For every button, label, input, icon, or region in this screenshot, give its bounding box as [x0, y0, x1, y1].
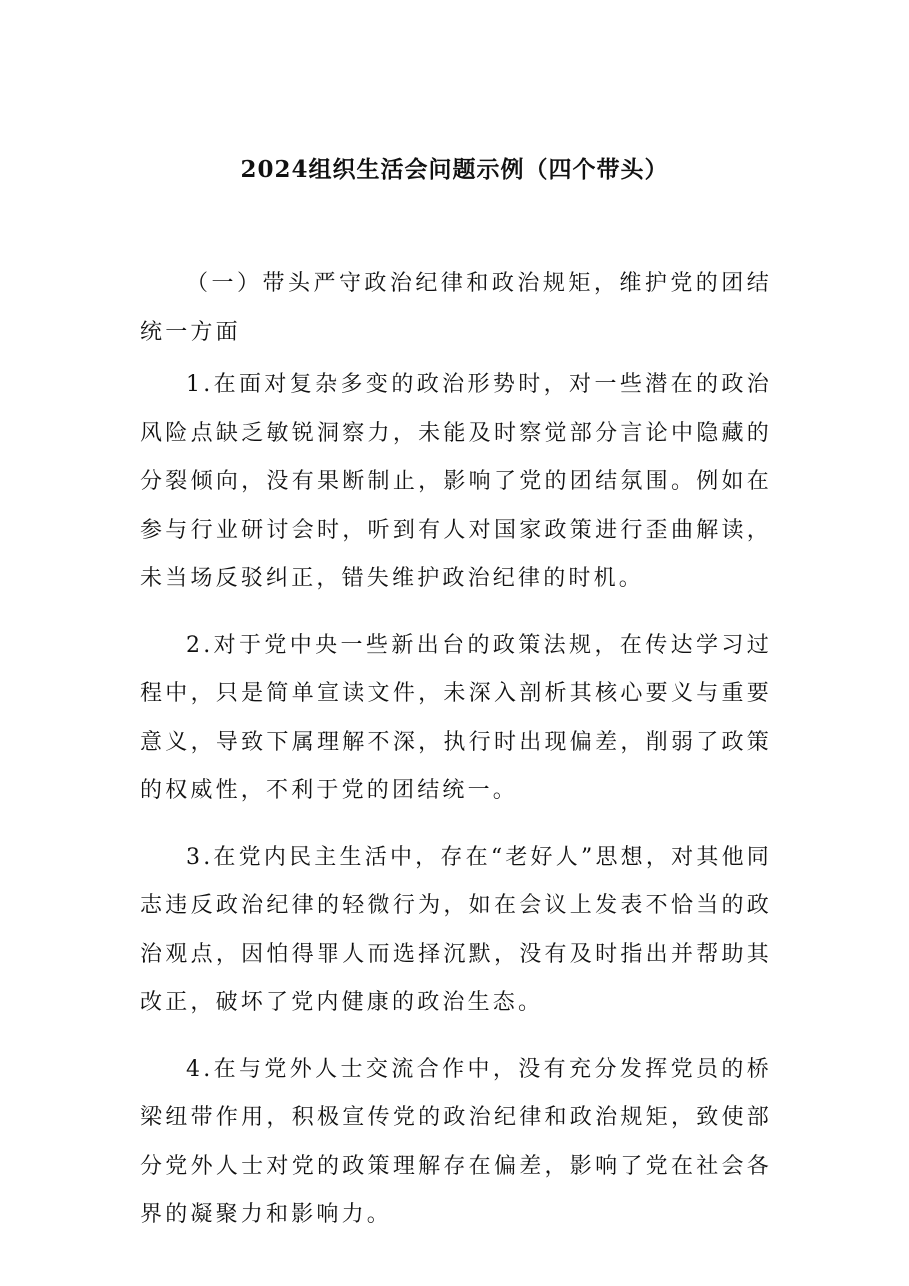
- document-title: 2024组织生活会问题示例（四个带头）: [240, 156, 669, 183]
- paragraph-4: 4.在与党外人士交流合作中，没有充分发挥党员的桥梁纽带作用，积极宣传党的政治纪律和政治规矩，致使部分党外人士对党的政策理解存在偏差，影响了党在社会各界的凝聚力和影响力。: [140, 1056, 772, 1227]
- paragraph-1: 1.在面对复杂多变的政治形势时，对一些潜在的政治风险点缺乏敏锐洞察力，未能及时察觉部分言论中隐藏的分裂倾向，没有果断制止，影响了党的团结氛围。例如在参与行业研讨会时，听到有人对国家政策进行歪曲解读，未当场反驳纠正，错失维护政治纪律的时机。: [140, 372, 772, 591]
- section-heading: （一）带头严守政治纪律和政治规矩，维护党的团结统一方面: [140, 271, 772, 345]
- paragraph-3: 3.在党内民主生活中，存在“老好人”思想，对其他同志违反政治纪律的轻微行为，如在会议上发表不恰当的政治观点，因怕得罪人而选择沉默，没有及时指出并帮助其改正，破坏了党内健康的政治生态。: [140, 844, 772, 1015]
- document-body: [140, 260, 772, 1258]
- paragraph-2: 2.对于党中央一些新出台的政策法规，在传达学习过程中，只是简单宣读文件，未深入剖析其核心要义与重要意义，导致下属理解不深，执行时出现偏差，削弱了政策的权威性，不利于党的团结统一。: [140, 632, 772, 803]
